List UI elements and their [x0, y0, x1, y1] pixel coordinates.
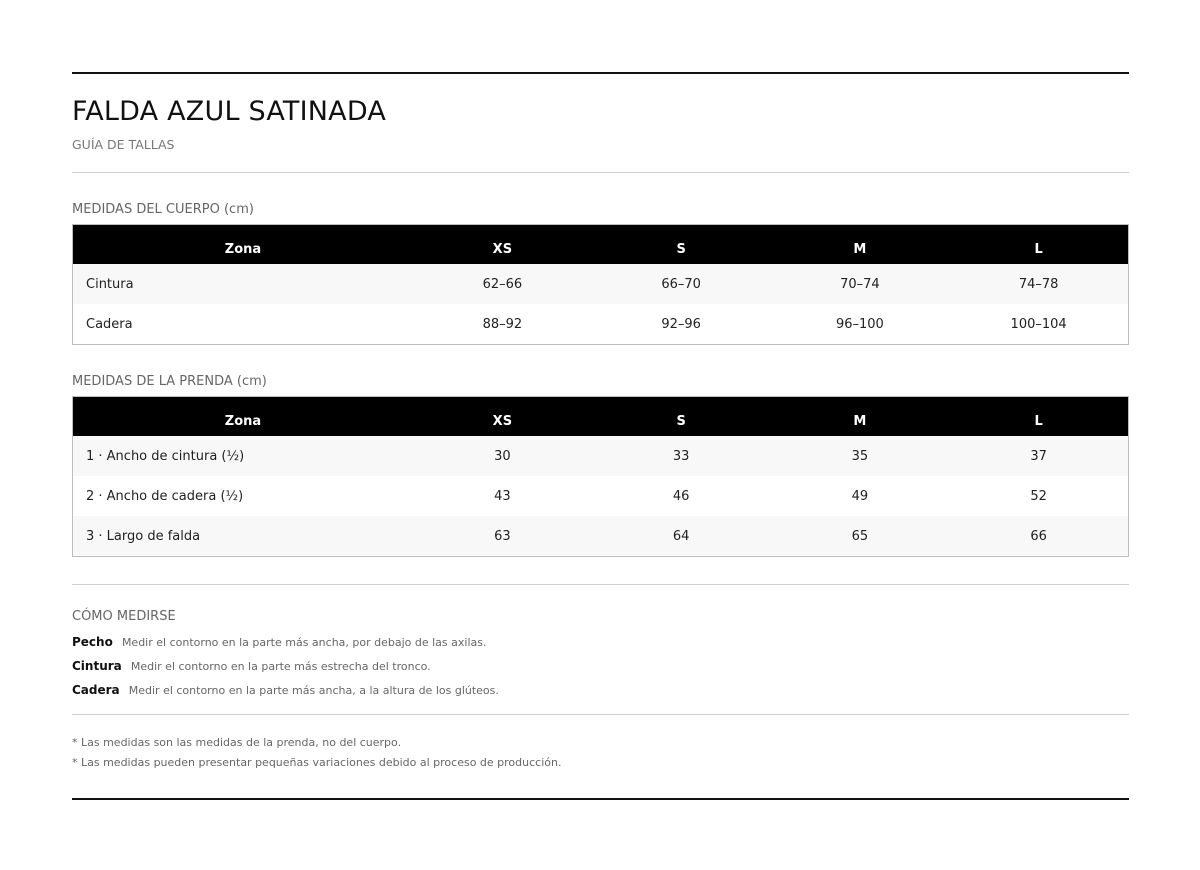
how-to-measure-section — [72, 609, 1129, 702]
column-header-s: S — [592, 397, 771, 436]
size-cell: 63 — [413, 516, 592, 556]
page-subtitle: GUÍA DE TALLAS — [72, 137, 175, 152]
measure-description: Medir el contorno en la parte más ancha, a la altura de los glúteos. — [128, 684, 499, 697]
tables-divider — [72, 584, 1129, 585]
how-to-measure-title: CÓMO MEDIRSE — [72, 609, 176, 624]
measure-term: Cadera — [72, 683, 120, 697]
measure-description: Medir el contorno en la parte más ancha, por debajo de las axilas. — [121, 636, 487, 649]
column-header-zona: Zona — [73, 225, 413, 264]
notes-divider — [72, 714, 1129, 715]
column-header-zona: Zona — [73, 397, 413, 436]
footnote: * Las medidas son las medidas de la prenda, no del cuerpo. — [72, 736, 402, 749]
size-cell: 62–66 — [413, 264, 592, 304]
zone-cell: 3 · Largo de falda — [73, 516, 413, 556]
zone-cell: Cadera — [73, 304, 413, 344]
table-row — [73, 264, 1128, 304]
size-cell: 37 — [949, 436, 1128, 476]
measure-instruction — [72, 630, 1129, 654]
size-cell: 49 — [771, 476, 950, 516]
measure-instruction — [72, 654, 1129, 678]
table-row — [73, 304, 1128, 344]
size-cell: 70–74 — [771, 264, 950, 304]
size-cell: 100–104 — [949, 304, 1128, 344]
zone-cell: 2 · Ancho de cadera (½) — [73, 476, 413, 516]
measure-description: Medir el contorno en la parte más estrecha del tronco. — [130, 660, 431, 673]
size-cell: 30 — [413, 436, 592, 476]
column-header-l: L — [949, 397, 1128, 436]
page-title: FALDA AZUL SATINADA — [72, 96, 387, 127]
size-cell: 66–70 — [592, 264, 771, 304]
garment-measurements-table — [72, 396, 1129, 557]
zone-cell: 1 · Ancho de cintura (½) — [73, 436, 413, 476]
body-measurements-table — [72, 224, 1129, 345]
size-cell: 64 — [592, 516, 771, 556]
table-row — [73, 436, 1128, 476]
table-row — [73, 476, 1128, 516]
measure-term: Pecho — [72, 635, 113, 649]
table-row — [73, 516, 1128, 556]
size-cell: 43 — [413, 476, 592, 516]
table-header-row — [73, 397, 1128, 436]
column-header-xs: XS — [413, 397, 592, 436]
size-cell: 66 — [949, 516, 1128, 556]
bottom-divider — [72, 798, 1129, 800]
size-cell: 46 — [592, 476, 771, 516]
column-header-m: M — [771, 397, 950, 436]
footnote: * Las medidas pueden presentar pequeñas variaciones debido al proceso de producción. — [72, 756, 562, 769]
size-cell: 35 — [771, 436, 950, 476]
footnotes — [72, 733, 1129, 773]
measure-instruction — [72, 678, 1129, 702]
table-header-row — [73, 225, 1128, 264]
zone-cell: Cintura — [73, 264, 413, 304]
column-header-s: S — [592, 225, 771, 264]
size-cell: 88–92 — [413, 304, 592, 344]
body-measurements-title: MEDIDAS DEL CUERPO (cm) — [72, 202, 254, 217]
top-divider — [72, 72, 1129, 74]
size-cell: 96–100 — [771, 304, 950, 344]
size-cell: 65 — [771, 516, 950, 556]
size-cell: 92–96 — [592, 304, 771, 344]
measure-term: Cintura — [72, 659, 122, 673]
header-divider — [72, 172, 1129, 173]
size-cell: 74–78 — [949, 264, 1128, 304]
size-cell: 52 — [949, 476, 1128, 516]
column-header-xs: XS — [413, 225, 592, 264]
column-header-m: M — [771, 225, 950, 264]
size-cell: 33 — [592, 436, 771, 476]
garment-measurements-title: MEDIDAS DE LA PRENDA (cm) — [72, 374, 267, 389]
column-header-l: L — [949, 225, 1128, 264]
